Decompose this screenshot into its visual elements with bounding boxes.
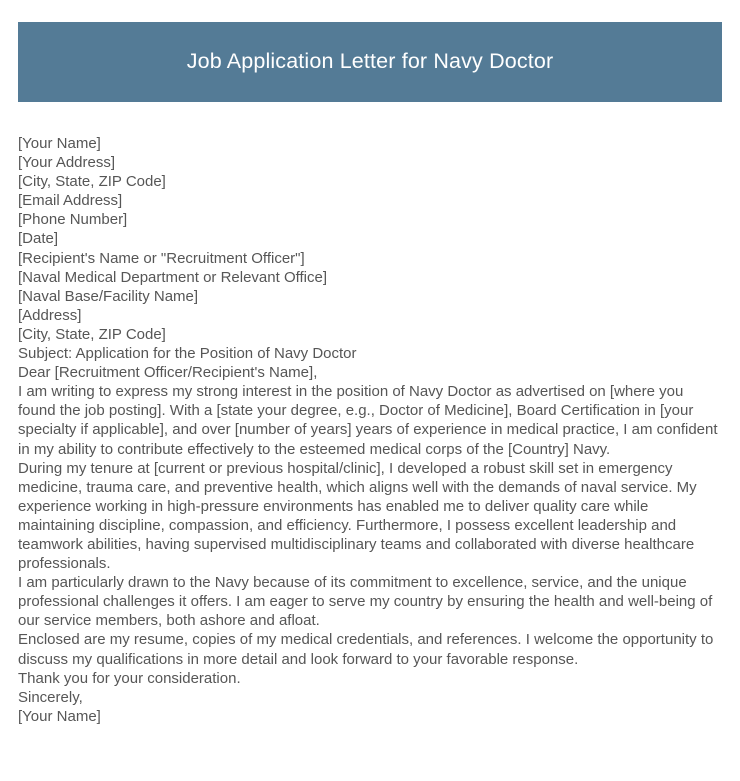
body-paragraph-1: I am writing to express my strong interest in the position of Navy Doctor as advertised on [where you found the job posting]. With a [state your degree, e.g., Doctor of Medicine], Board Certification in [your specialty if applicable], and over [number of years] years of experience in medical practice, I am confident in my ability to contribute effectively to the esteemed medical corps of the [Country] Navy. (18, 383, 718, 458)
sender-address-line: [Your Address] (18, 154, 116, 172)
sender-email-line: [Email Address] (18, 192, 123, 210)
body-paragraph-2: During my tenure at [current or previous hospital/clinic], I developed a robust skill set in emergency medicine, trauma care, and preventive health, which aligns well with the demands of naval service. My experience working in high-pressure environments has enabled me to deliver quality care while maintaining discipline, compassion, and efficiency. Furthermore, I possess excellent leadership and teamwork abilities, having supervised multidisciplinary teams and collaborated with diverse healthcare professionals. (18, 459, 697, 573)
recipient-department-line: [Naval Medical Department or Relevant Office] (18, 268, 328, 286)
sender-city-line: [City, State, ZIP Code] (18, 173, 166, 191)
signature-name-line: [Your Name] (18, 707, 101, 725)
document-header-band (18, 22, 722, 102)
salutation-line: Dear [Recruitment Officer/Recipient's Name], (18, 364, 318, 382)
recipient-address-line: [Address] (18, 306, 82, 324)
sender-phone-line: [Phone Number] (18, 211, 128, 229)
recipient-city-line: [City, State, ZIP Code] (18, 325, 166, 343)
body-paragraph-3: I am particularly drawn to the Navy because of its commitment to excellence, service, and the unique professional challenges it offers. I am eager to serve my country by ensuring the health and well-being of our service members, both ashore and afloat. (18, 574, 713, 630)
closing-thanks-line: Thank you for your consideration. (18, 669, 241, 687)
subject-line: Subject: Application for the Position of Navy Doctor (18, 345, 357, 363)
recipient-name-line: [Recipient's Name or "Recruitment Officer"] (18, 249, 305, 267)
sender-name-line: [Your Name] (18, 135, 101, 152)
closing-salutation-line: Sincerely, (18, 688, 83, 706)
letter-body (18, 134, 724, 726)
body-paragraph-4: Enclosed are my resume, copies of my medical credentials, and references. I welcome the opportunity to discuss my qualifications in more detail and look forward to your favorable response. (18, 631, 714, 668)
document-title: Job Application Letter for Navy Doctor (186, 49, 554, 74)
recipient-facility-line: [Naval Base/Facility Name] (18, 287, 199, 305)
date-line: [Date] (18, 230, 59, 248)
